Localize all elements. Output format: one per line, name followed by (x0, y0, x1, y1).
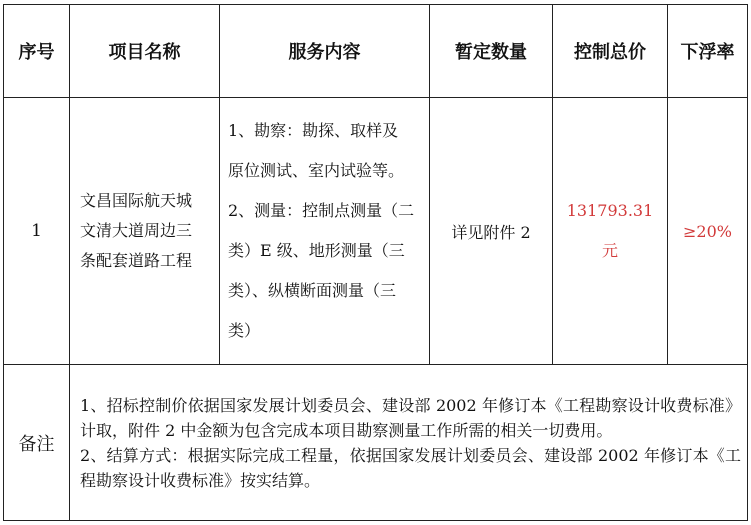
header-service-content: 服务内容 (220, 5, 430, 98)
price-unit: 元 (601, 241, 618, 260)
project-name-line: 条配套道路工程 (80, 251, 193, 270)
service-line: 2、测量：控制点测量（二 (228, 201, 415, 220)
row-quantity: 详见附件 2 (430, 98, 553, 365)
row-no: 1 (4, 98, 70, 365)
header-total-price: 控制总价 (553, 5, 668, 98)
row-discount-rate: ≥20% (668, 98, 748, 365)
header-project-name: 项目名称 (70, 5, 220, 98)
remark-item-2: 2、结算方式：根据实际完成工程量，依据国家发展计划委员会、建设部 2002 年修订本《工程勘察设计收费标准》按实结算。 (80, 445, 741, 490)
service-line: 类）E 级、地形测量（三 (228, 241, 405, 260)
header-discount-rate: 下浮率 (668, 5, 748, 98)
remark-item-1: 1、招标控制价依据国家发展计划委员会、建设部 2002 年修订本《工程勘察设计收费标准》计取，附件 2 中金额为包含完成本项目勘察测量工作所需的相关一切费用。 (80, 395, 741, 440)
remarks-content (70, 365, 748, 521)
service-line: 1、勘察：勘探、取样及 (228, 121, 399, 140)
header-quantity: 暂定数量 (430, 5, 553, 98)
project-name-line: 文昌国际航天城 (80, 191, 193, 210)
project-name-line: 文清大道周边三 (80, 221, 193, 240)
row-project-name (70, 98, 220, 365)
row-service-content (220, 98, 430, 365)
remarks-row (4, 365, 748, 521)
row-total-price (553, 98, 668, 365)
remarks-label: 备注 (4, 365, 70, 521)
price-value: 131793.31 (566, 201, 654, 220)
bid-table (3, 4, 748, 521)
header-row (4, 5, 748, 98)
service-line: 原位测试、室内试验等。 (228, 161, 405, 180)
header-no: 序号 (4, 5, 70, 98)
service-line: 类）、纵横断面测量（三 (228, 281, 397, 300)
table-row (4, 98, 748, 365)
service-line: 类） (228, 321, 261, 340)
